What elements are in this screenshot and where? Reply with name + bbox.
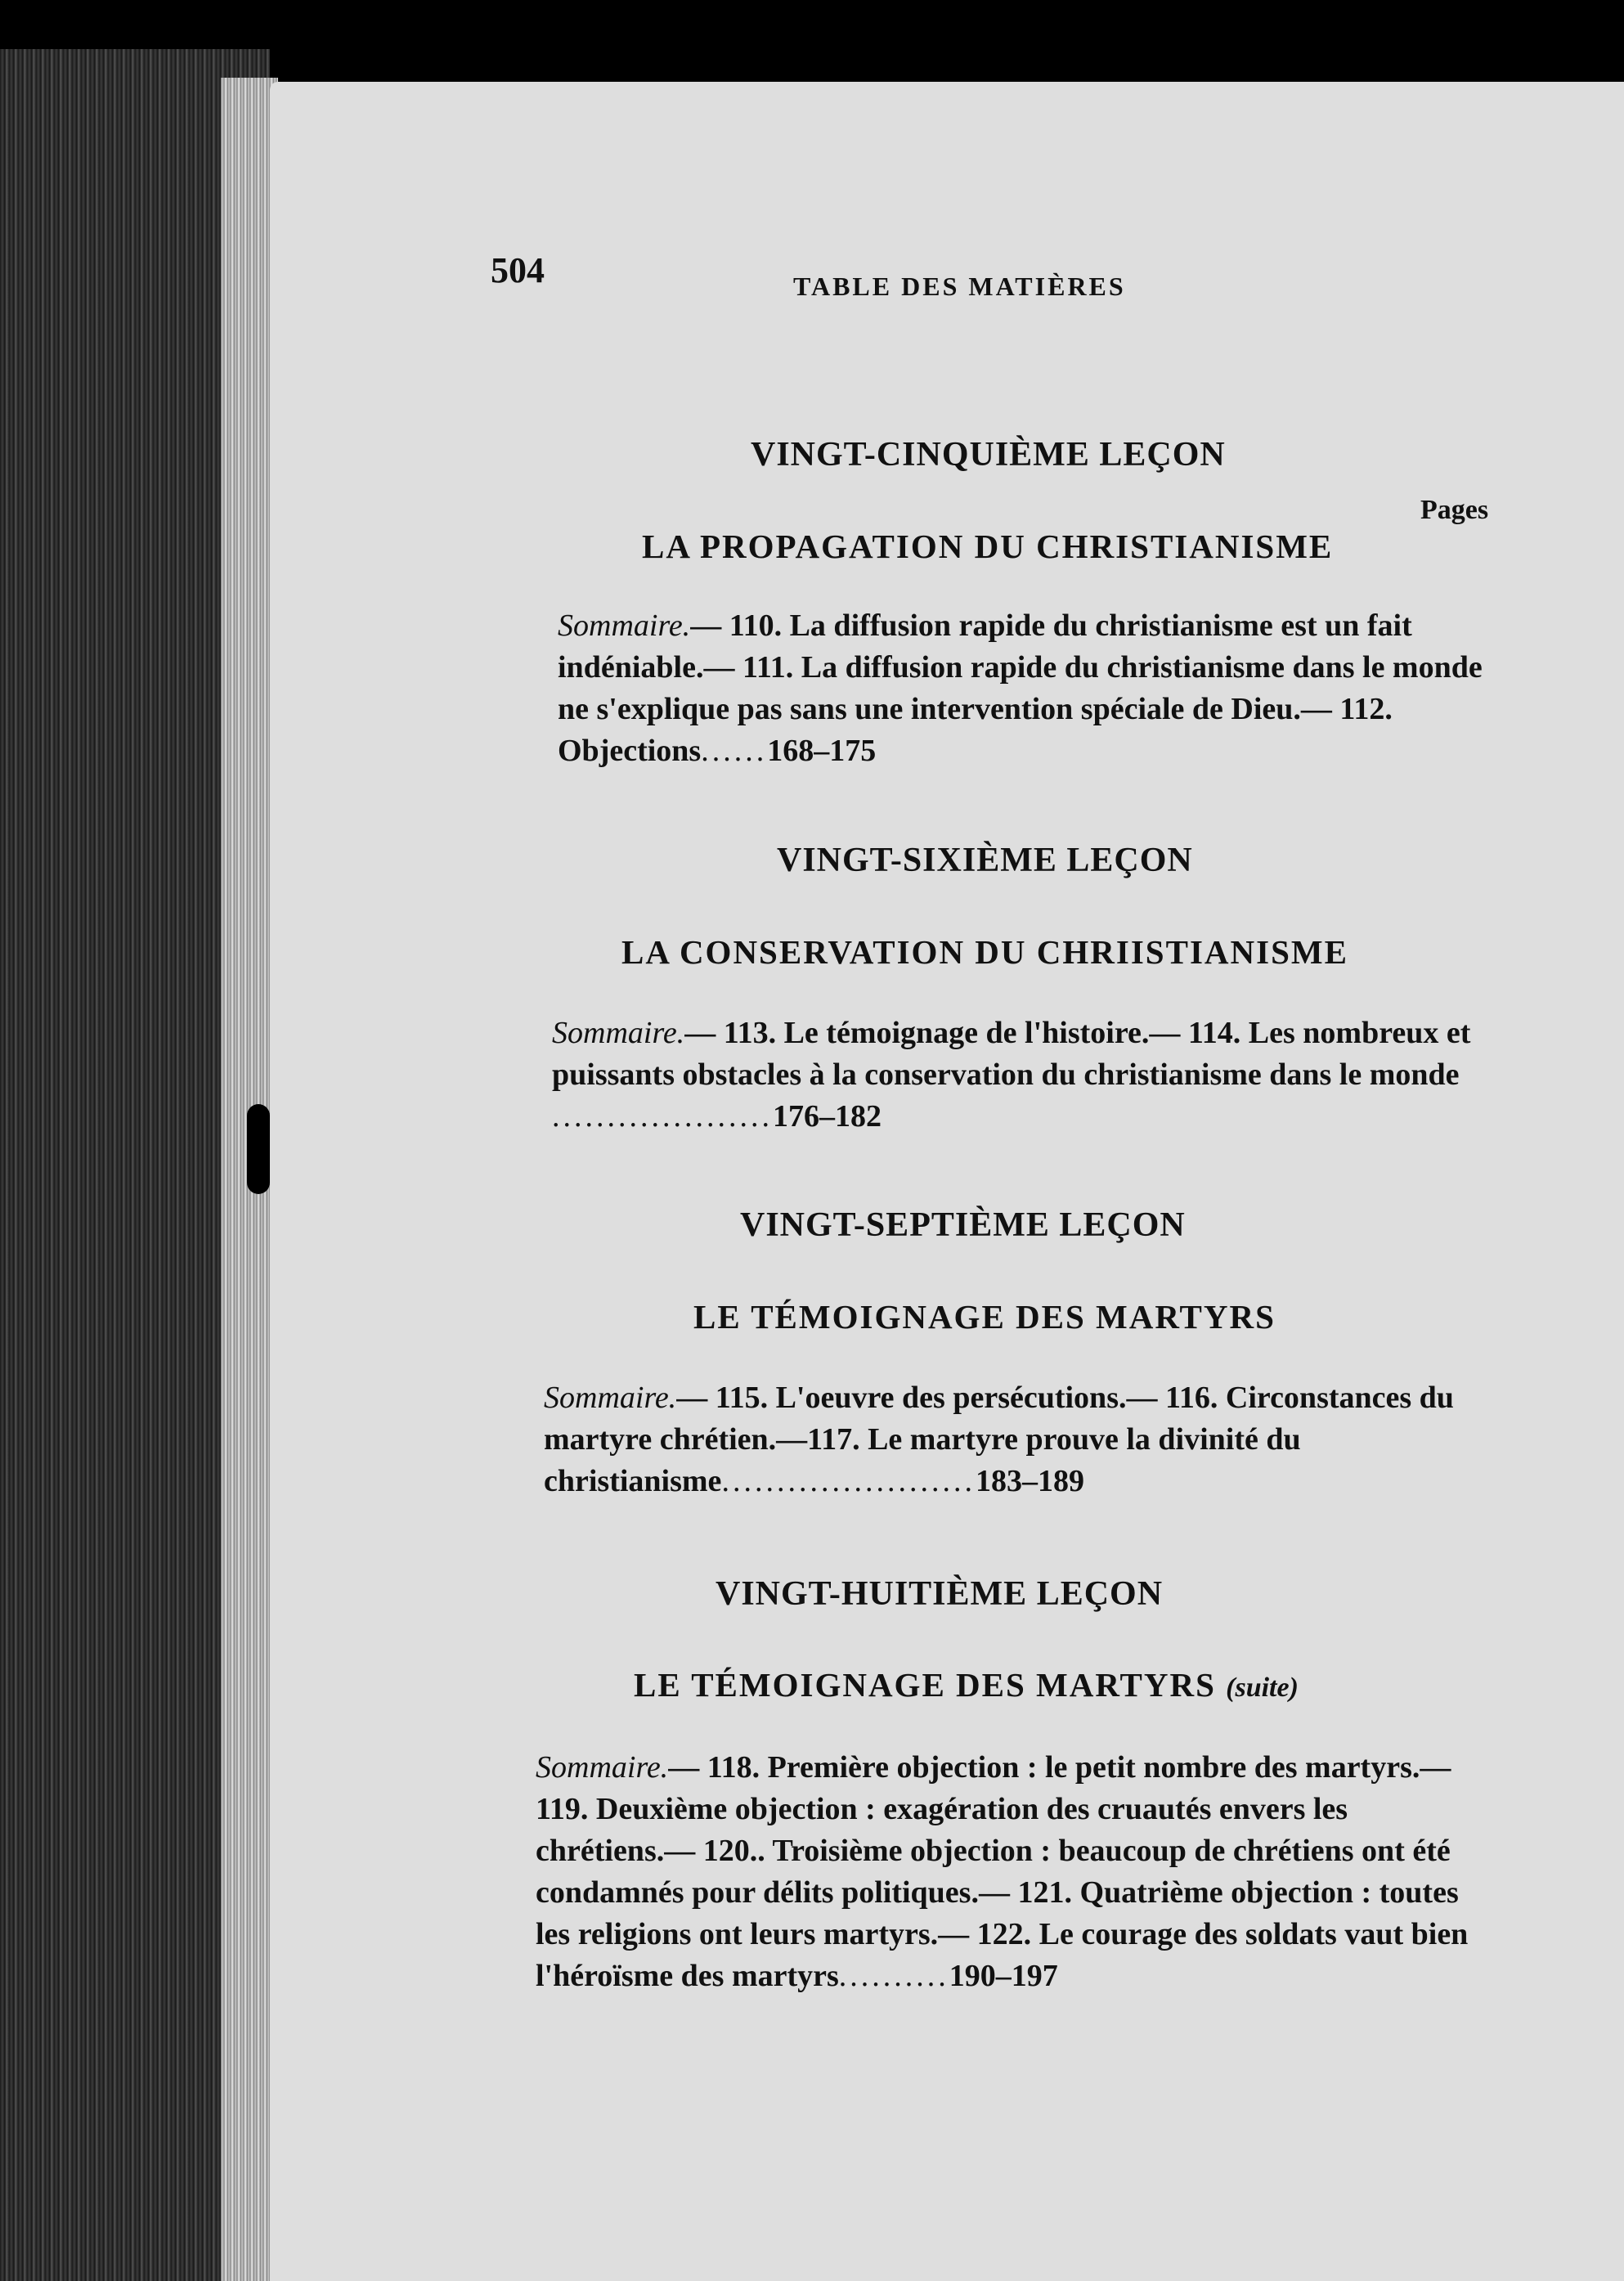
page-range: 176–182 — [773, 1099, 882, 1134]
page-range: 168–175 — [767, 734, 877, 768]
summary-label: Sommaire. — [552, 1016, 685, 1050]
lesson-heading: VINGT-HUITIÈME LEÇON — [716, 1575, 1164, 1613]
lesson-heading: VINGT-SEPTIÈME LEÇON — [740, 1206, 1186, 1244]
summary-text: — 115. L'oeuvre des persécutions.— 116. Circonstances du martyre chrétien.—117. Le martyre prouve la divinité du christianisme — [544, 1381, 1454, 1498]
section-title-suffix: (suite) — [1226, 1673, 1299, 1703]
page-range: 183–189 — [975, 1464, 1084, 1498]
running-head: TABLE DES MATIÈRES — [793, 272, 1126, 301]
section-title: LA CONSERVATION DU CHRIISTIANISME — [621, 933, 1348, 971]
section-title-text: LE TÉMOIGNAGE DES MARTYRS — [634, 1666, 1216, 1704]
pages-column-label: Pages — [1420, 495, 1489, 525]
summary-text: — 113. Le témoignage de l'histoire.— 114. Les nombreux et puissants obstacles à la conservation du christianisme dans le monde — [552, 1016, 1471, 1092]
lesson-summary — [558, 605, 1498, 772]
summary-label: Sommaire. — [544, 1381, 677, 1415]
lesson-heading: VINGT-SIXIÈME LEÇON — [777, 842, 1193, 879]
summary-text: — 110. La diffusion rapide du christianisme est un fait indéniable.— 111. La diffusion rapide du christianisme dans le monde ne s'explique pas sans une intervention spéciale de Dieu.— 112. Objections — [558, 608, 1483, 768]
page-content — [270, 82, 1624, 2281]
lesson-summary: Sommaire.— 118. Première objection : le petit nombre des martyrs.— 119. Deuxième objection : exagération des cruautés envers les chrétiens.— 120.. Troisième objection : beaucoup de chrétiens ont été condamnés pour délits politiques.— 121. Quatrième objection : toutes les religions ont leurs martyrs.— 122. Le courage des soldats vaut bien l'héroïsme des martyrs..........190–197 — [536, 1750, 1469, 1993]
summary-label: Sommaire. — [536, 1750, 669, 1785]
summary-label: Sommaire. — [558, 608, 691, 643]
section-title — [634, 1665, 1299, 1704]
summary-line: Sommaire.— 110. La diffusion rapide du christianisme est un fait indéniable.— 111. La diffusion rapide du christianisme dans le monde ne s'explique pas sans une intervention spéciale de Dieu.— 112. Objections......168–175 — [558, 608, 1483, 768]
lesson-summary: Sommaire.— 115. L'oeuvre des persécutions.— 116. Circonstances du martyre chrétien.—117. Le martyre prouve la divinité du christianisme.......................183–189 — [544, 1381, 1454, 1498]
page-number: 504 — [491, 250, 545, 290]
binding-shadow — [247, 1104, 270, 1194]
section-title: LA PROPAGATION DU CHRISTIANISME — [642, 528, 1334, 565]
lesson-heading: VINGT-CINQUIÈME LEÇON — [751, 436, 1226, 474]
section-title: LE TÉMOIGNAGE DES MARTYRS — [693, 1298, 1276, 1336]
summary-text: — 118. Première objection : le petit nombre des martyrs.— 119. Deuxième objection : exagération des cruautés envers les chrétiens.— 120.. Troisième objection : beaucoup de chrétiens ont été condamnés pour délits politiques.— 121. Quatrième objection : toutes les religions ont leurs martyrs.— 122. Le courage des soldats vaut bien l'héroïsme des martyrs — [536, 1750, 1469, 1993]
page-range: 190–197 — [949, 1959, 1058, 1993]
lesson-summary: Sommaire.— 113. Le témoignage de l'histoire.— 114. Les nombreux et puissants obstacles à la conservation du christianisme dans le monde ....................176–182 — [552, 1016, 1471, 1134]
